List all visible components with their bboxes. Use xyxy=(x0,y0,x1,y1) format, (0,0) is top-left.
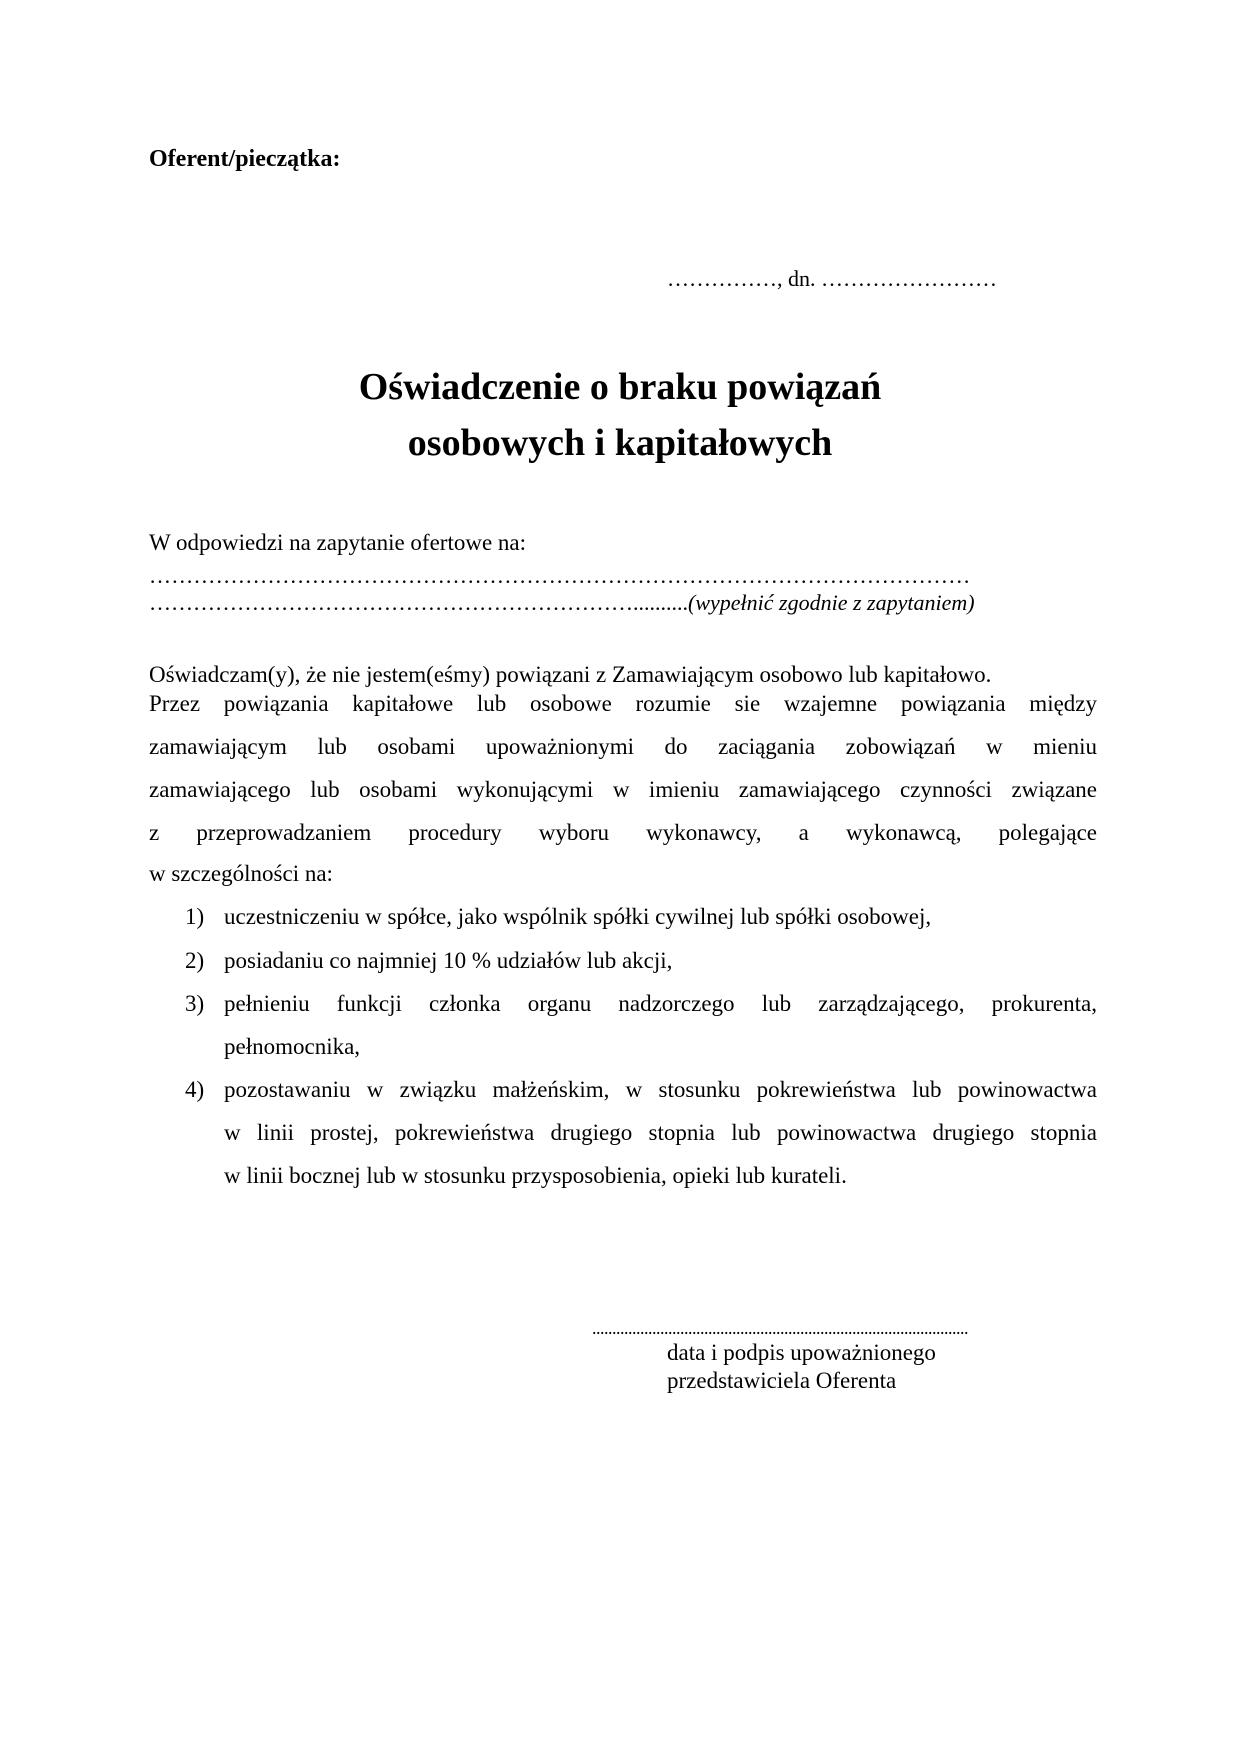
inquiry-fill-note: (wypełnić zgodnie z zapytaniem) xyxy=(688,590,975,615)
list-item-number: 3) xyxy=(185,991,205,1016)
list-item-text: pełnieniu funkcji członka organu nadzorczego lub zarządzającego, prokurenta, xyxy=(224,991,1097,1016)
list-item-text: pozostawaniu w związku małżeńskim, w stosunku pokrewieństwa lub powinowactwa xyxy=(224,1077,1097,1102)
list-item-number: 4) xyxy=(185,1077,205,1102)
inquiry-fill-line-1: ………………………………………………………………………………………………… xyxy=(149,563,971,588)
declaration-line: zamawiającego lub osobami wykonującymi w imieniu zamawiającego czynności związane xyxy=(149,777,1097,802)
list-item-number: 1) xyxy=(185,904,205,929)
document-title-line-1: Oświadczenie o braku powiązań xyxy=(358,366,882,408)
inquiry-intro: W odpowiedzi na zapytanie ofertowe na: xyxy=(149,530,527,555)
list-item-text: pełnomocnika, xyxy=(224,1034,361,1059)
list-item-number: 2) xyxy=(185,948,205,973)
signature-label-line-2: przedstawiciela Oferenta xyxy=(667,1368,897,1393)
declaration-line: Przez powiązania kapitałowe lub osobowe rozumie sie wzajemne powiązania między xyxy=(149,691,1097,716)
declaration-line: zamawiającym lub osobami upoważnionymi do zaciągania zobowiązań w mieniu xyxy=(149,734,1097,759)
document-title-line-2: osobowych i kapitałowych xyxy=(407,422,833,464)
list-item-text: w linii prostej, pokrewieństwa drugiego stopnia lub powinowactwa drugiego stopnia xyxy=(224,1120,1097,1145)
place-date-line: ……………, dn. …………………… xyxy=(667,266,997,291)
declaration-last-line: w szczególności na: xyxy=(149,861,333,886)
oferent-stamp-label: Oferent/pieczątka: xyxy=(149,146,341,172)
list-item-text: uczestniczeniu w spółce, jako wspólnik spółki cywilnej lub spółki osobowej, xyxy=(224,904,932,929)
inquiry-fill-dots: ………………………………………………………….......... xyxy=(149,590,688,615)
declaration-first-line: Oświadczam(y), że nie jestem(eśmy) powiązani z Zamawiającym osobowo lub kapitałowo. xyxy=(149,662,992,687)
list-item-text: w linii bocznej lub w stosunku przysposobienia, opieki lub kurateli. xyxy=(224,1163,847,1188)
list-item-text: posiadaniu co najmniej 10 % udziałów lub akcji, xyxy=(224,948,673,973)
declaration-line: z przeprowadzaniem procedury wyboru wykonawcy, a wykonawcą, polegające xyxy=(149,820,1097,845)
inquiry-fill-line-2 xyxy=(149,590,975,616)
signature-label-line-1: data i podpis upoważnionego xyxy=(667,1340,936,1365)
signature-line: .............................................................................................. xyxy=(592,1318,968,1338)
